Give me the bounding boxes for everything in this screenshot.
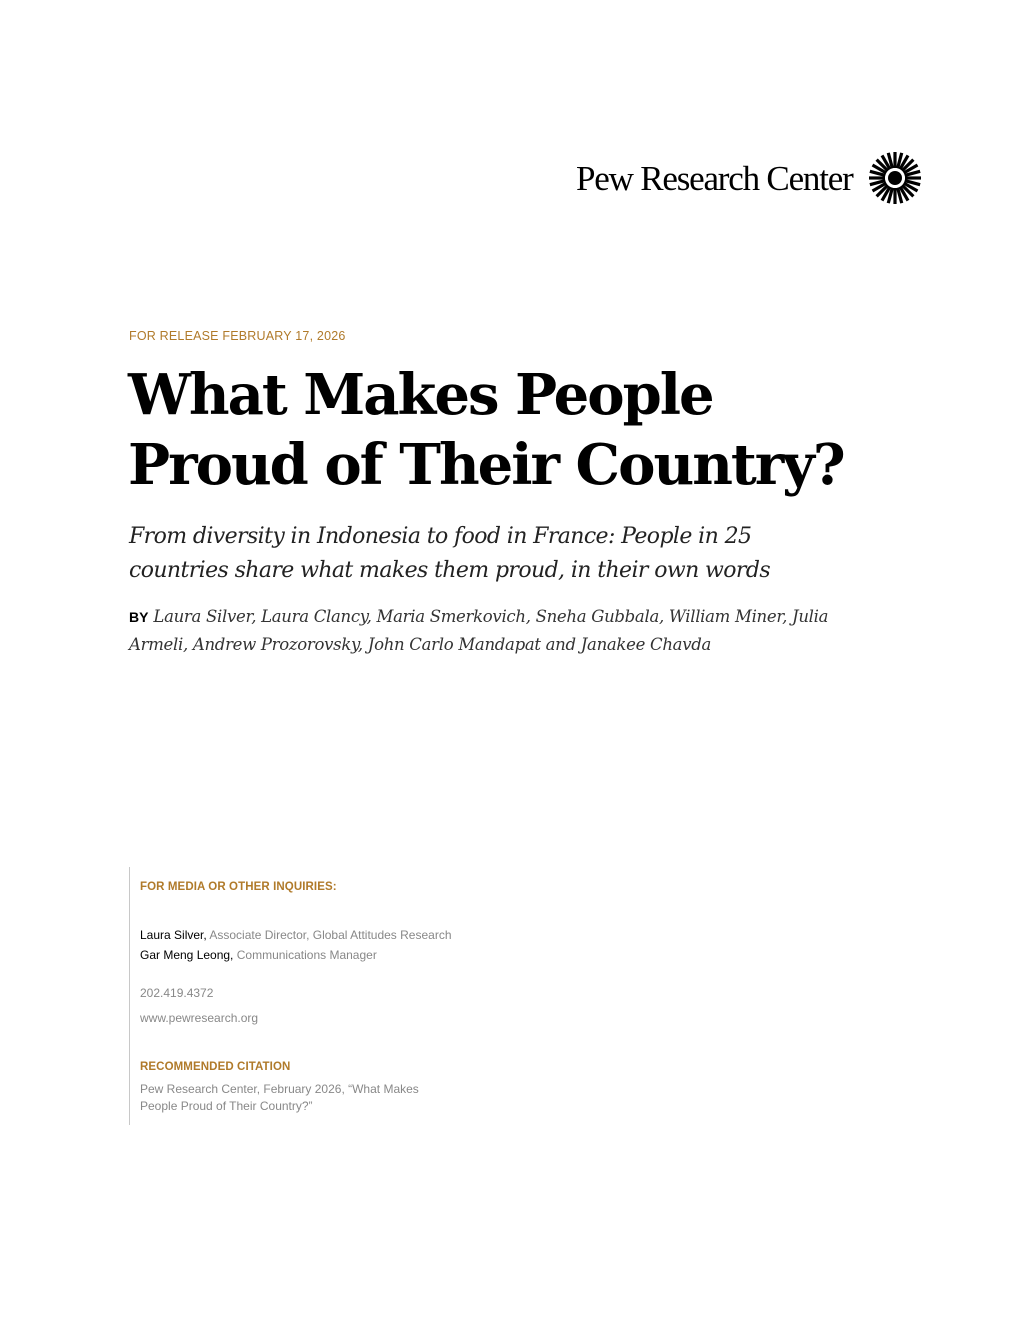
citation-text (140, 1081, 460, 1115)
logo-text: Pew Research Center (576, 158, 853, 198)
citation-line-1: Pew Research Center, February 2026, “What Makes (140, 1082, 419, 1096)
contact-role: Communications Manager (236, 948, 377, 962)
subtitle-line-1: From diversity in Indonesia to food in France: People in 25 (129, 524, 752, 549)
media-heading: FOR MEDIA OR OTHER INQUIRIES: (140, 881, 337, 893)
byline-label: BY (129, 609, 149, 625)
byline-authors-line-1: Laura Silver, Laura Clancy, Maria Smerkovich, Sneha Gubbala, William Miner, Julia (153, 607, 829, 626)
citation-line-2: People Proud of Their Country?” (140, 1099, 313, 1113)
release-date: FOR RELEASE FEBRUARY 17, 2026 (129, 329, 346, 343)
subtitle-line-2: countries share what makes them proud, in their own words (129, 558, 771, 583)
contact-name: Gar Meng Leong, (140, 948, 234, 962)
title-line-1: What Makes People (128, 362, 713, 428)
byline-authors-line-2: Armeli, Andrew Prozorovsky, John Carlo Mandapat and Janakee Chavda (129, 635, 712, 654)
subtitle (129, 520, 889, 588)
media-inquiries-box (129, 867, 550, 1125)
website-link[interactable]: www.pewresearch.org (140, 1011, 259, 1025)
citation-heading: RECOMMENDED CITATION (140, 1061, 291, 1073)
byline (129, 603, 889, 658)
page-title (128, 360, 948, 500)
sunburst-icon (867, 150, 923, 206)
contact-row (140, 928, 452, 942)
pew-logo (576, 150, 923, 206)
phone-number: 202.419.4372 (140, 986, 214, 1000)
contact-row (140, 948, 377, 962)
contact-name: Laura Silver, (140, 928, 207, 942)
contact-role: Associate Director, Global Attitudes Research (209, 928, 452, 942)
title-line-2: Proud of Their Country? (128, 432, 844, 498)
